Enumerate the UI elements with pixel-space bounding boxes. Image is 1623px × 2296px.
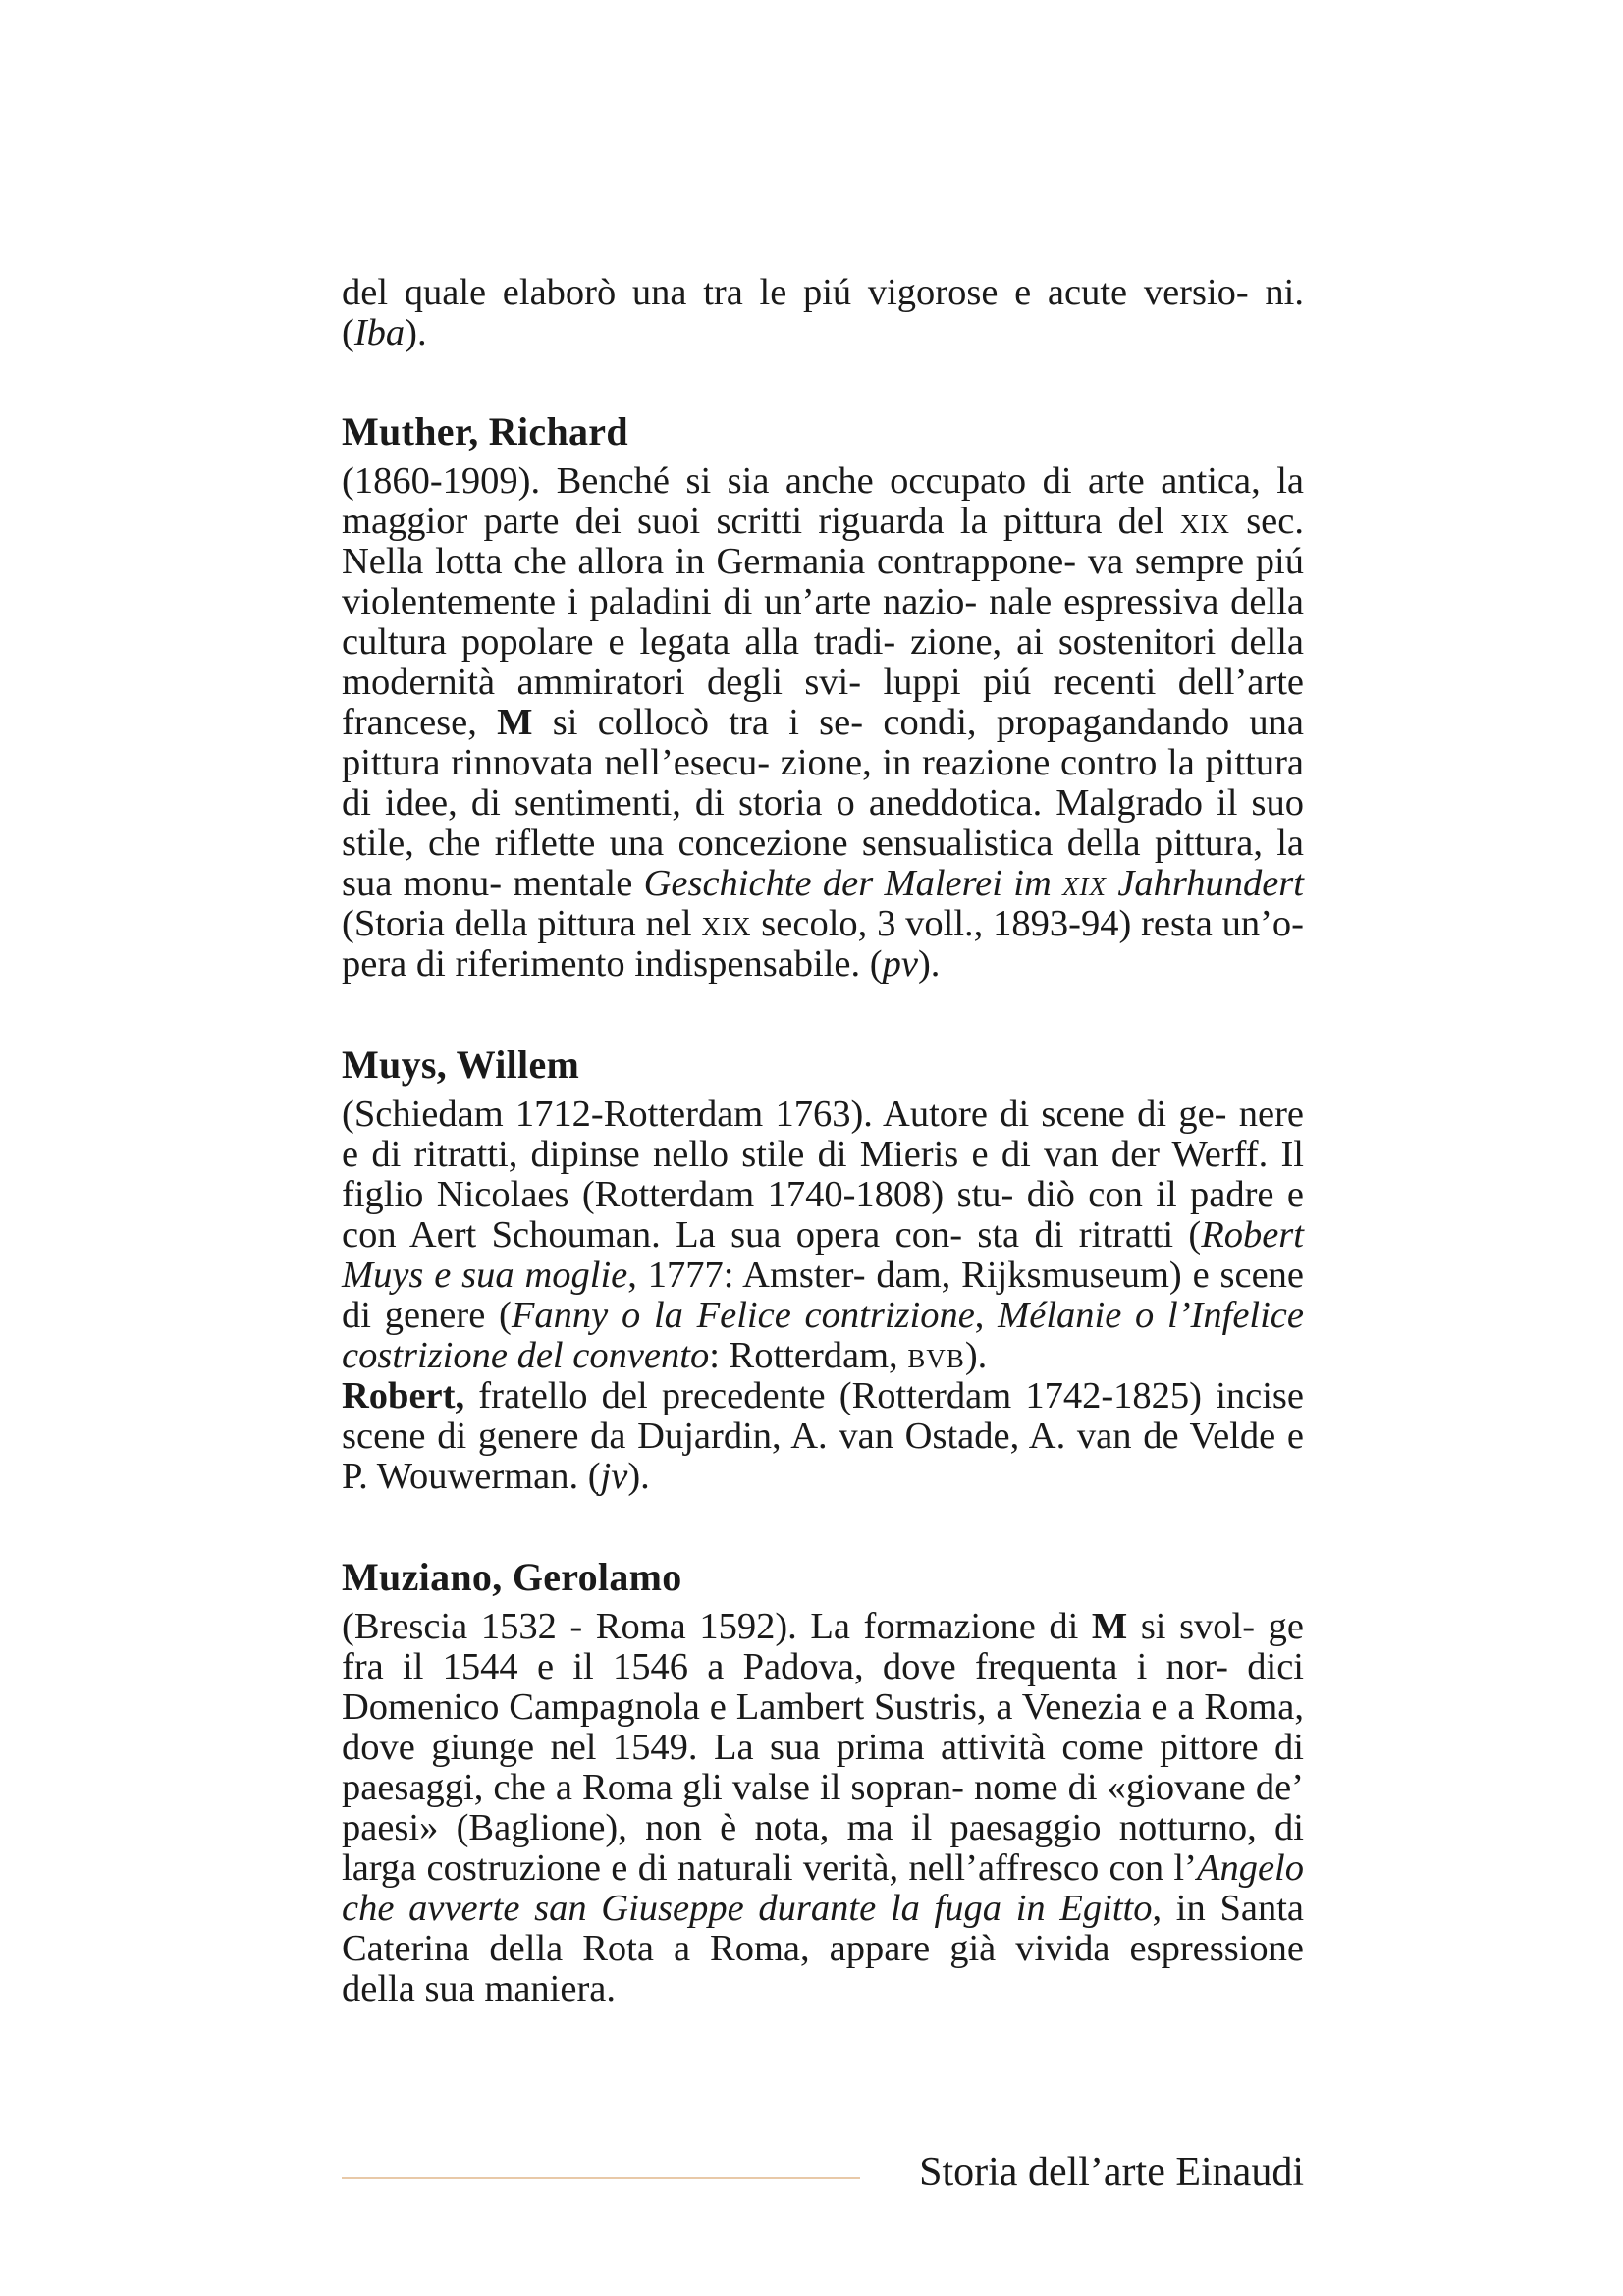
- footer-rule: [342, 2177, 860, 2179]
- work-title: Fanny o la Felice contrizione: [511, 1295, 975, 1336]
- text-run: : Rotterdam,: [709, 1335, 908, 1376]
- footer-title: Storia dell’arte Einaudi: [919, 2150, 1304, 2195]
- work-title: Angelo che avverte san Giuseppe durante la fuga in Egitto: [342, 1847, 1304, 1929]
- text-run: Geschichte der Malerei im: [643, 863, 1063, 904]
- work-title: Robert Muys e sua moglie: [342, 1214, 1304, 1296]
- text-run: Jahrhundert: [1107, 863, 1304, 904]
- text-run: ).: [405, 312, 427, 353]
- author-initials: pv: [882, 943, 918, 985]
- text-run: (Brescia 1532 - Roma 1592). La formazione di: [342, 1606, 1092, 1647]
- text-run: ).: [964, 1335, 988, 1376]
- text-run: ,: [974, 1295, 999, 1336]
- roman-numeral: xix: [1062, 863, 1108, 904]
- text-run: secolo, 3 voll., 1893-94) resta un’o- pera di riferimento indispensabile. (: [342, 903, 1304, 985]
- author-initials: jv: [600, 1456, 628, 1497]
- work-title: Mélanie o l’Infelice costrizione del convento: [342, 1295, 1304, 1376]
- entry-heading: Muys, Willem: [342, 1042, 580, 1087]
- text-run: ).: [627, 1456, 650, 1497]
- text-run: , in Santa Caterina della Rota a Roma, appare già vivida espressione della sua maniera.: [342, 1888, 1304, 2009]
- text-run: fratello del precedente (Rotterdam 1742-1825) incise scene di genere da Dujardin, A. van Ostade, A. van de Velde e P. Wouwerman. (: [342, 1375, 1304, 1497]
- continuation-paragraph: [342, 273, 1304, 353]
- entry-body: [342, 1095, 1304, 1376]
- text-run: del quale elaborò una tra le piú vigorose e acute versio- ni. (: [342, 272, 1304, 353]
- text-run: , 1777: Amster- dam, Rijksmuseum) e scene di genere (: [342, 1255, 1305, 1336]
- text-run: sec. Nella lotta che allora in Germania contrappone- va sempre piú violentemente i paladini di un’arte nazio- nale espressiva della cultura popolare e legata alla tradi- zione, ai sostenitori della modernità ammiratori degli svi- luppi piú recenti dell’arte francese,: [342, 501, 1304, 743]
- sub-entry-name: Robert,: [342, 1375, 465, 1416]
- text-run: si collocò tra i se- condi, propagandando una pittura rinnovata nell’esecu- zione, in reazione contro la pittura di idee, di sentimenti, di storia o aneddotica. Malgrado il suo stile, che riflette una concezione sensualistica della pittura, la sua monu- mentale: [342, 702, 1304, 904]
- subject-abbrev: M: [497, 702, 533, 743]
- entry-heading: Muziano, Gerolamo: [342, 1555, 682, 1599]
- roman-numeral: xix: [1179, 501, 1230, 542]
- text-run: (Storia della pittura nel: [342, 903, 702, 944]
- text-run: si svol- ge fra il 1544 e il 1546 a Padova, dove frequenta i nor- dici Domenico Campagnola e Lambert Sustris, a Venezia e a Roma, dove giunge nel 1549. La sua prima attività come pittore di paesaggi, che a Roma gli valse il sopran- nome di «giovane de’ paesi» (Baglione), non è nota, ma il paesaggio notturno, di larga costruzione e di naturali verità, nell’affresco con l’: [342, 1606, 1304, 1889]
- work-title: [644, 863, 1304, 904]
- entry-muther: [342, 402, 1304, 985]
- text-run: (1860-1909). Benché si sia anche occupato di arte antica, la maggior parte dei suoi scritti riguarda la pittura del: [342, 460, 1304, 542]
- entry-heading: Muther, Richard: [342, 409, 628, 454]
- text-run: (Schiedam 1712-Rotterdam 1763). Autore di scene di ge- nere e di ritratti, dipinse nello stile di Mieris e di van der Werff. Il figlio Nicolaes (Rotterdam 1740-1808) stu- diò con il padre e con Aert Schouman. La sua opera con- sta di ritratti (: [342, 1094, 1304, 1255]
- entry-body: [342, 461, 1304, 985]
- text-run: ).: [917, 943, 941, 985]
- page-body: [342, 273, 1304, 2009]
- museum-abbrev: bvb: [907, 1335, 965, 1376]
- entry-body: [342, 1607, 1304, 2009]
- entry-muys: [342, 1036, 1304, 1497]
- entry-sub-body: [342, 1376, 1304, 1497]
- subject-abbrev: M: [1091, 1606, 1128, 1647]
- author-initials: Iba: [353, 312, 406, 353]
- roman-numeral: xix: [701, 903, 752, 944]
- entry-muziano: [342, 1548, 1304, 2009]
